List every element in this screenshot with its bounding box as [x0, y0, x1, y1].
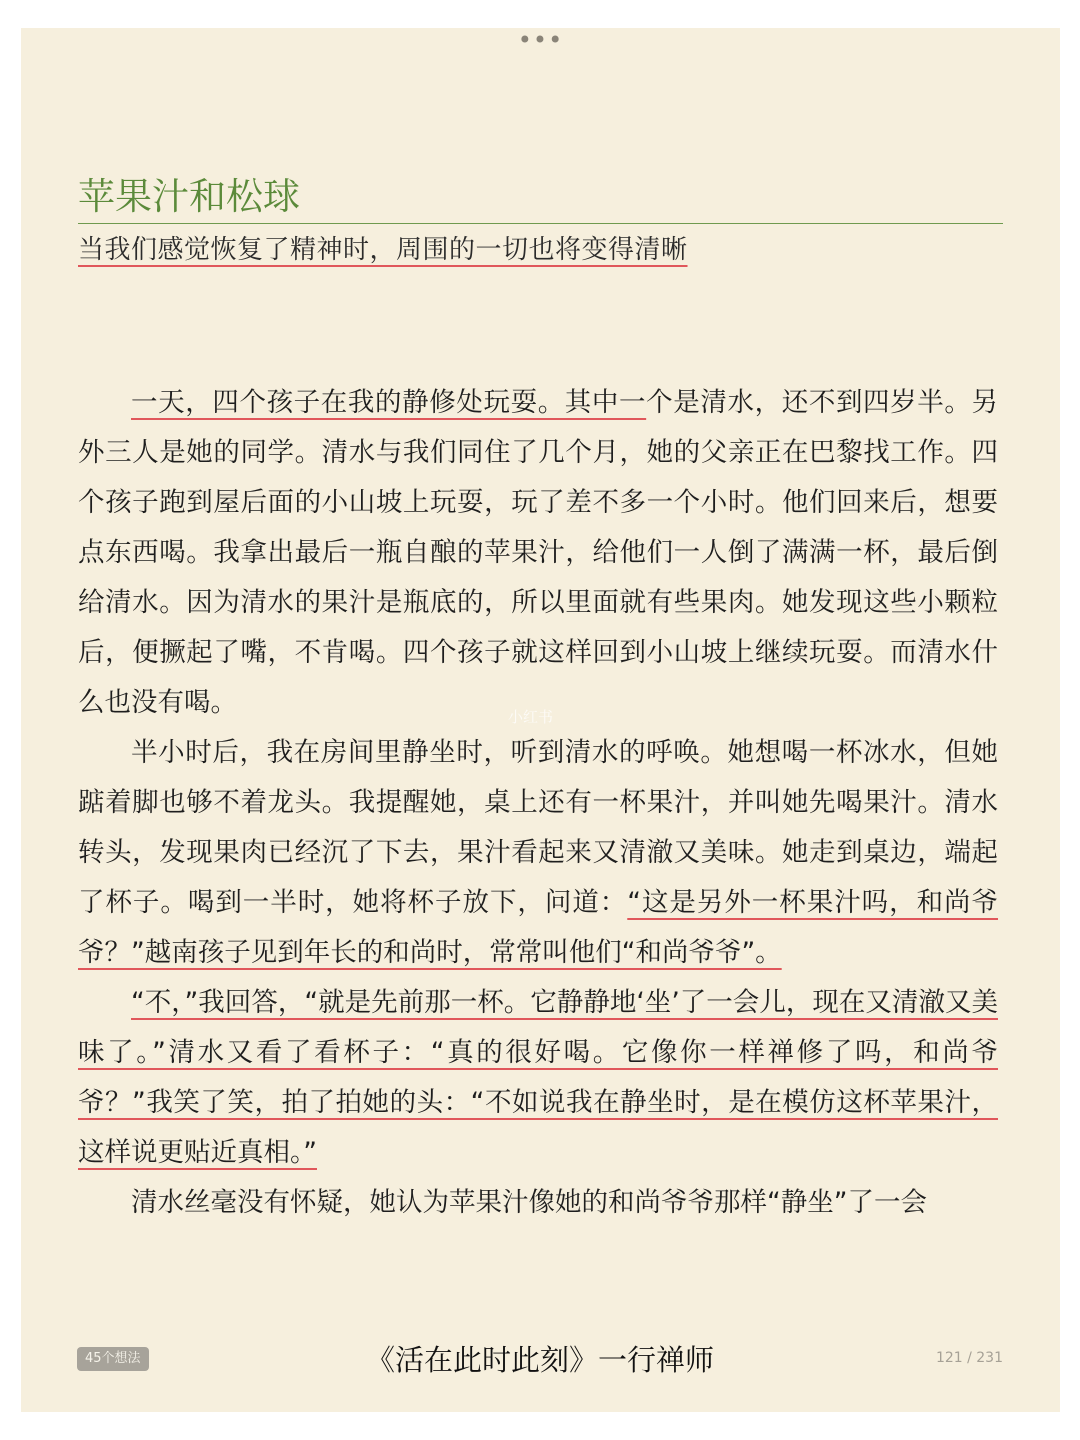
notes-count-badge[interactable]: 45个想法	[77, 1347, 149, 1371]
title-divider	[78, 223, 1003, 224]
highlighted-passage[interactable]: “不，”我回答，“就是先前那一杯。它静静地‘坐’了一会儿，现在又清澈又美味了。”清水又看了看杯子：“真的很好喝。它像你一样禅修了吗，和尚爷爷？”我笑了笑，拍了拍她的头：“不如说我在静坐时，是在模仿这杯苹果汁，这样说更贴近真相。”	[78, 987, 998, 1168]
image-caption: 《活在此时此刻》一行禅师	[365, 1343, 714, 1377]
more-horizontal-icon[interactable]: •••	[517, 26, 564, 54]
body-paragraph	[78, 728, 998, 978]
body-paragraph	[78, 1178, 998, 1228]
highlighted-passage[interactable]: “这是另外一杯果汁吗，和尚爷爷？”越南孩子见到年长的和尚时，常常叫他们“和尚爷爷”。	[78, 887, 999, 968]
body-paragraph	[78, 978, 998, 1178]
body-paragraph	[78, 378, 998, 728]
text-run: 个是清水，还不到四岁半。另外三人是她的同学。清水与我们同住了几个月，她的父亲正在巴黎找工作。四个孩子跑到屋后面的小山坡上玩耍，玩了差不多一个小时。他们回来后，想要点东西喝。我拿出最后一瓶自酿的苹果汁，给他们一人倒了满满一杯，最后倒给清水。因为清水的果汁是瓶底的，所以里面就有些果肉。她发现这些小颗粒后，便撅起了嘴，不肯喝。四个孩子就这样回到小山坡上继续玩耍。而清水什么也没有喝。	[78, 387, 999, 718]
chapter-body	[78, 378, 998, 1228]
text-run: 清水丝毫没有怀疑，她认为苹果汁像她的和尚爷爷那样“静坐”了一会	[131, 1187, 927, 1218]
text-run: 半小时后，我在房间里静坐时，听到清水的呼唤。她想喝一杯冰水，但她踮着脚也够不着龙头。我提醒她，桌上还有一杯果汁，并叫她先喝果汁。清水转头，发现果肉已经沉了下去，果汁看起来又清澈又美味。她走到桌边，端起了杯子。喝到一半时，她将杯子放下，问道：	[78, 737, 998, 918]
subtitle-highlight[interactable]: 当我们感觉恢复了精神时，周围的一切也将变得清晰	[78, 235, 688, 265]
reader-page	[21, 28, 1060, 1412]
chapter-title: 苹果汁和松球	[78, 175, 300, 218]
watermark: 小红书	[508, 708, 554, 726]
page-indicator: 121 / 231	[935, 1350, 1003, 1366]
chapter-subtitle	[78, 231, 688, 269]
highlighted-passage[interactable]: 一天，四个孩子在我的静修处玩耍。其中一	[131, 387, 647, 418]
